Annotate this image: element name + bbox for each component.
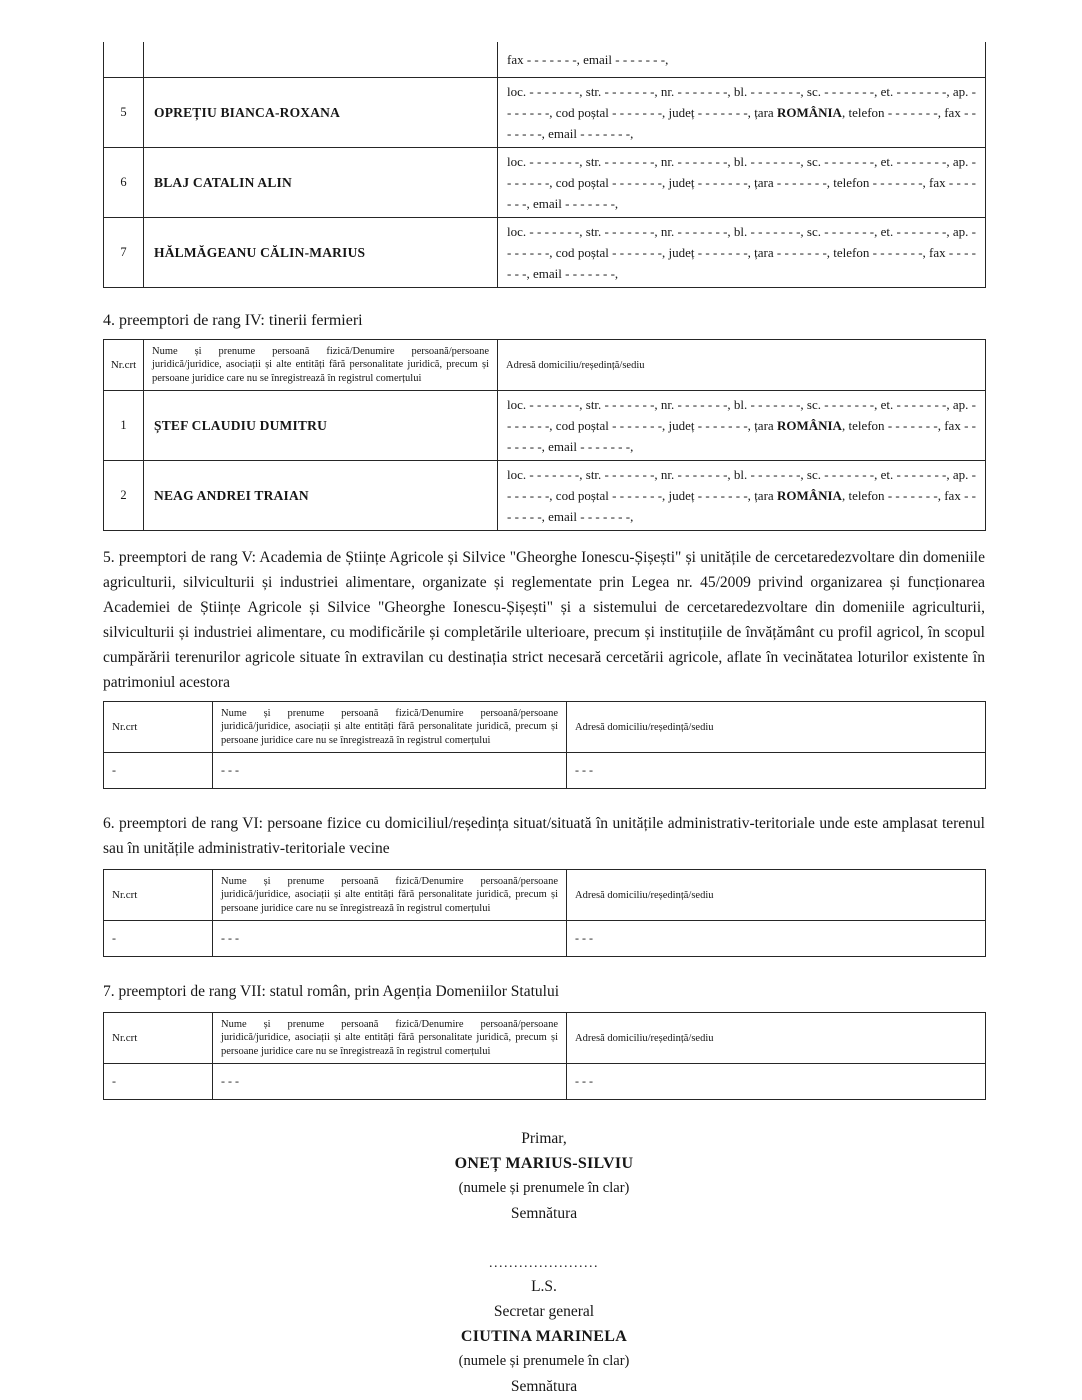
address-text: fax - - - - - - -, email - - - - - - -,: [507, 52, 669, 67]
address-text: , telefon - - - - - - -, fax - - - - - - -, email - - - - - - -,: [507, 175, 976, 211]
table-row-empty: [104, 1064, 986, 1100]
stamp-dotted-line: ......................: [489, 1256, 599, 1271]
address-header: Adresă domiciliu/reședință/sediu: [498, 340, 986, 391]
table-row: [104, 461, 986, 531]
row-number-cell: -: [104, 753, 213, 789]
table-row: [104, 148, 986, 218]
section7-heading: 7. preemptori de rang VII: statul român, prin Agenția Domeniilor Statului: [103, 983, 560, 1000]
row-number-cell: -: [104, 921, 213, 957]
signature-label: Semnătura: [510, 1205, 578, 1222]
section6-heading: 6. preemptori de rang VI: persoane fizice cu domiciliul/reședința situat/situată în unitățile administrativ-teritoriale unde este amplasat terenul sau în unitățile administrativ-teritoriale vecine: [103, 815, 985, 857]
address-cell: - - -: [567, 921, 986, 957]
table-header-row: [104, 340, 986, 391]
row-number-cell: 1: [104, 391, 144, 461]
ls-label: L.S.: [531, 1278, 557, 1295]
rank6-preemptors-table: [103, 869, 986, 957]
country-value: ROMÂNIA: [776, 418, 842, 433]
nr-crt-header: Nr.crt: [104, 1013, 213, 1064]
address-cell: [498, 391, 986, 461]
name-cell: ȘTEF CLAUDIU DUMITRU: [144, 391, 498, 461]
row-number-cell: 7: [104, 218, 144, 288]
rank4-preemptors-table: [103, 339, 986, 531]
rank7-preemptors-table: [103, 1012, 986, 1100]
table-row: [104, 78, 986, 148]
address-text: , telefon - - - - - - -, fax - - - - - - -, email - - - - - - -,: [507, 488, 976, 524]
address-text: loc. - - - - - - -, str. - - - - - - -, nr. - - - - - - -, bl. - - - - - - -, sc. - - - - - - -, et. - - - - - - -, ap. - - - - - - -, cod poștal - - - - - - -, județ - - - - - - -, țara: [507, 224, 976, 260]
name-header: Nume și prenume persoană fizică/Denumire persoană/persoane juridică/juridice, asociații și alte entități fără personalitate juridică, precum și persoane juridice care nu se înregistrează în registrul comerțului: [213, 870, 567, 921]
table-row: [104, 391, 986, 461]
table-row-partial: [104, 42, 986, 78]
nr-crt-header: Nr.crt: [104, 340, 144, 391]
table-row-empty: [104, 753, 986, 789]
name-cell: OPREȚIU BIANCA-ROXANA: [144, 78, 498, 148]
address-text: , telefon - - - - - - -, fax - - - - - - -, email - - - - - - -,: [507, 245, 976, 281]
address-cell: [498, 42, 986, 78]
table-row-empty: [104, 921, 986, 957]
address-text: loc. - - - - - - -, str. - - - - - - -, nr. - - - - - - -, bl. - - - - - - -, sc. - - - - - - -, et. - - - - - - -, ap. - - - - - - -, cod poștal - - - - - - -, județ - - - - - - -, țara: [507, 397, 976, 433]
rank5-preemptors-table: [103, 701, 986, 789]
primar-label: Primar,: [521, 1130, 567, 1147]
address-cell: [498, 218, 986, 288]
address-cell: [498, 148, 986, 218]
table-header-row: [104, 702, 986, 753]
address-text: loc. - - - - - - -, str. - - - - - - -, nr. - - - - - - -, bl. - - - - - - -, sc. - - - - - - -, et. - - - - - - -, ap. - - - - - - -, cod poștal - - - - - - -, județ - - - - - - -, țara: [507, 467, 976, 503]
address-cell: [498, 461, 986, 531]
rank3-preemptors-table: [103, 42, 986, 288]
name-cell: [144, 42, 498, 78]
address-cell: - - -: [567, 753, 986, 789]
country-value: - - - - - - -: [776, 245, 827, 260]
section4-heading: 4. preemptori de rang IV: tinerii fermieri: [103, 312, 363, 329]
name-cell: - - -: [213, 753, 567, 789]
signature-block: [103, 1126, 985, 1399]
name-in-clear-note: (numele și prenumele în clar): [458, 1180, 630, 1196]
primar-name: ONEȚ MARIUS-SILVIU: [454, 1155, 634, 1172]
row-number-cell: 6: [104, 148, 144, 218]
nr-crt-header: Nr.crt: [104, 702, 213, 753]
country-value: ROMÂNIA: [776, 488, 842, 503]
row-number-cell: 2: [104, 461, 144, 531]
name-cell: - - -: [213, 1064, 567, 1100]
address-cell: [498, 78, 986, 148]
name-cell: HĂLMĂGEANU CĂLIN-MARIUS: [144, 218, 498, 288]
name-header: Nume și prenume persoană fizică/Denumire persoană/persoane juridică/juridice, asociații și alte entități fără personalitate juridică, precum și persoane juridice care nu se înregistrează în registrul comerțului: [213, 1013, 567, 1064]
secretar-name: CIUTINA MARINELA: [460, 1328, 628, 1345]
name-cell: BLAJ CATALIN ALIN: [144, 148, 498, 218]
address-text: loc. - - - - - - -, str. - - - - - - -, nr. - - - - - - -, bl. - - - - - - -, sc. - - - - - - -, et. - - - - - - -, ap. - - - - - - -, cod poștal - - - - - - -, județ - - - - - - -, țara: [507, 154, 976, 190]
nr-crt-header: Nr.crt: [104, 870, 213, 921]
address-text: , telefon - - - - - - -, fax - - - - - - -, email - - - - - - -,: [507, 418, 976, 454]
document-content: [103, 42, 985, 1399]
address-cell: - - -: [567, 1064, 986, 1100]
name-cell: NEAG ANDREI TRAIAN: [144, 461, 498, 531]
table-row: [104, 218, 986, 288]
name-header: Nume și prenume persoană fizică/Denumire persoană/persoane juridică/juridice, asociații și alte entități fără personalitate juridică, precum și persoane juridice care nu se înregistrează în registrul comerțului: [144, 340, 498, 391]
address-text: , telefon - - - - - - -, fax - - - - - - -, email - - - - - - -,: [507, 105, 976, 141]
table-header-row: [104, 870, 986, 921]
address-text: loc. - - - - - - -, str. - - - - - - -, nr. - - - - - - -, bl. - - - - - - -, sc. - - - - - - -, et. - - - - - - -, ap. - - - - - - -, cod poștal - - - - - - -, județ - - - - - - -, țara: [507, 84, 976, 120]
name-in-clear-note: (numele și prenumele în clar): [458, 1353, 630, 1369]
address-header: Adresă domiciliu/reședință/sediu: [567, 870, 986, 921]
section5-heading: 5. preemptori de rang V: Academia de Științe Agricole și Silvice "Gheorghe Ionescu-Șișești" și unitățile de cercetaredezvoltare din domeniile agriculturii, silviculturii și industriei alimentare, organizate și reglementate prin Legea nr. 45/2009 privind organizarea și funcționarea Academiei de Științe Agricole și Silvice "Gheorghe Ionescu-Șișești" și a sistemului de cercetaredezvoltare din domeniile agriculturii, silviculturii și industriei alimentare, cu modificările și completările ulterioare, precum și instituțiile de învățământ cu profil agricol, în scopul cumpărării terenurilor agricole situate în extravilan cu destinația strict necesară cercetării agricole, aflate în vecinătatea loturilor existente în patrimoniul acestora: [103, 549, 985, 691]
name-header: Nume și prenume persoană fizică/Denumire persoană/persoane juridică/juridice, asociații și alte entități fără personalitate juridică, precum și persoane juridice care nu se înregistrează în registrul comerțului: [213, 702, 567, 753]
name-cell: - - -: [213, 921, 567, 957]
table-header-row: [104, 1013, 986, 1064]
address-header: Adresă domiciliu/reședință/sediu: [567, 702, 986, 753]
row-number-cell: 5: [104, 78, 144, 148]
signature-label: Semnătura: [510, 1378, 578, 1395]
country-value: - - - - - - -: [776, 175, 827, 190]
address-header: Adresă domiciliu/reședință/sediu: [567, 1013, 986, 1064]
secretar-label: Secretar general: [493, 1303, 595, 1320]
country-value: ROMÂNIA: [776, 105, 842, 120]
row-number-cell: -: [104, 1064, 213, 1100]
row-number-cell: [104, 42, 144, 78]
